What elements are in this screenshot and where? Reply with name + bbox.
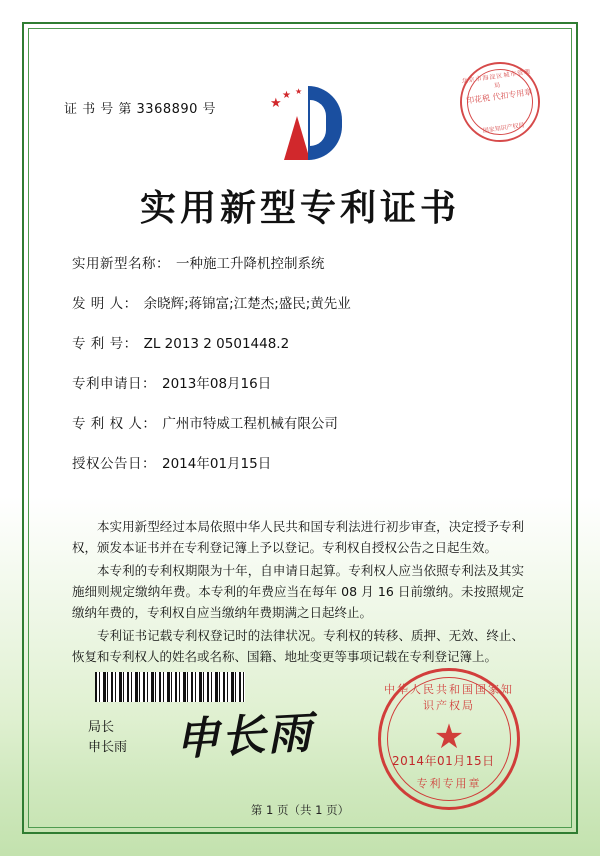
seal-bottom-arc-text: 中华人民共和国国家知识产权局 <box>384 683 514 712</box>
legal-body-text <box>72 516 524 669</box>
field-label: 专 利 权 人： <box>72 416 157 432</box>
field-value: 2014年01月15日 <box>162 456 272 472</box>
field-value: 一种施工升降机控制系统 <box>176 256 325 272</box>
logo-star-2: ★ <box>282 90 291 101</box>
page-title: 实用新型专利证书 <box>139 188 460 229</box>
certificate-fields <box>72 255 532 495</box>
field-value: 广州市特威工程机械有限公司 <box>162 416 338 432</box>
seal-top-bottom-text: 国家知识产权局 <box>482 121 525 135</box>
seal-date: 2014年01月15日 <box>392 754 495 768</box>
seal-top-arc-text: 北京市海淀区城市管理局 <box>461 68 532 90</box>
seal-top-mid-text: 印花税 代扣专用章 <box>465 87 533 106</box>
field-label: 授权公告日： <box>72 456 156 472</box>
field-grant-announcement-date <box>72 455 532 473</box>
certificate-number: 证 书 号 第 3368890 号 <box>64 102 217 117</box>
field-utility-model-name <box>72 255 532 273</box>
seal-emblem-star-icon: ★ <box>433 717 465 757</box>
official-patent-seal-icon <box>378 668 520 810</box>
corner-ornament-top-right <box>550 22 578 50</box>
corner-ornament-top-left <box>22 22 50 50</box>
field-value: ZL 2013 2 0501448.2 <box>143 336 290 352</box>
field-label: 专 利 号： <box>72 336 138 352</box>
sipo-logo-icon <box>268 86 354 164</box>
field-label: 专利申请日： <box>72 376 156 392</box>
logo-blue-arc <box>308 86 342 160</box>
barcode <box>95 672 245 702</box>
director-name-label: 申长雨 <box>88 740 128 755</box>
logo-red-triangle <box>284 116 310 160</box>
logo-star-3: ★ <box>295 87 303 96</box>
field-application-date <box>72 375 532 393</box>
seal-bottom-arc-text-2: 专利专用章 <box>416 777 482 790</box>
legal-paragraph-2: 本专利的专利权期限为十年，自申请日起算。专利权人应当依照专利法及其实施细则规定缴纳年费。本专利的年费应当在每年 08 月 16 日前缴纳。未按照规定缴纳年费的，专利权自应当缴纳年费期满之日起终止。 <box>72 563 524 620</box>
handwritten-signature: 申长雨 <box>173 707 315 766</box>
logo-star-1: ★ <box>270 96 282 111</box>
field-inventors <box>72 295 532 313</box>
field-value: 2013年08月16日 <box>162 376 272 392</box>
field-patentee <box>72 415 532 433</box>
signature-label-block <box>88 718 127 758</box>
field-label: 实用新型名称： <box>72 256 170 272</box>
director-title-label: 局长 <box>88 720 115 735</box>
field-value: 余晓辉;蒋锦富;江楚杰;盛民;黄先业 <box>143 296 351 312</box>
legal-paragraph-3: 专利证书记载专利权登记时的法律状况。专利权的转移、质押、无效、终止、恢复和专利权人的姓名或名称、国籍、地址变更等事项记载在专利登记簿上。 <box>72 628 524 664</box>
legal-paragraph-1: 本实用新型经过本局依照中华人民共和国专利法进行初步审查，决定授予专利权，颁发本证书并在专利登记簿上予以登记。专利权自授权公告之日起生效。 <box>72 519 524 555</box>
field-patent-number <box>72 335 532 353</box>
field-label: 发 明 人： <box>72 296 138 312</box>
page-footer: 第 1 页（共 1 页） <box>250 803 350 817</box>
